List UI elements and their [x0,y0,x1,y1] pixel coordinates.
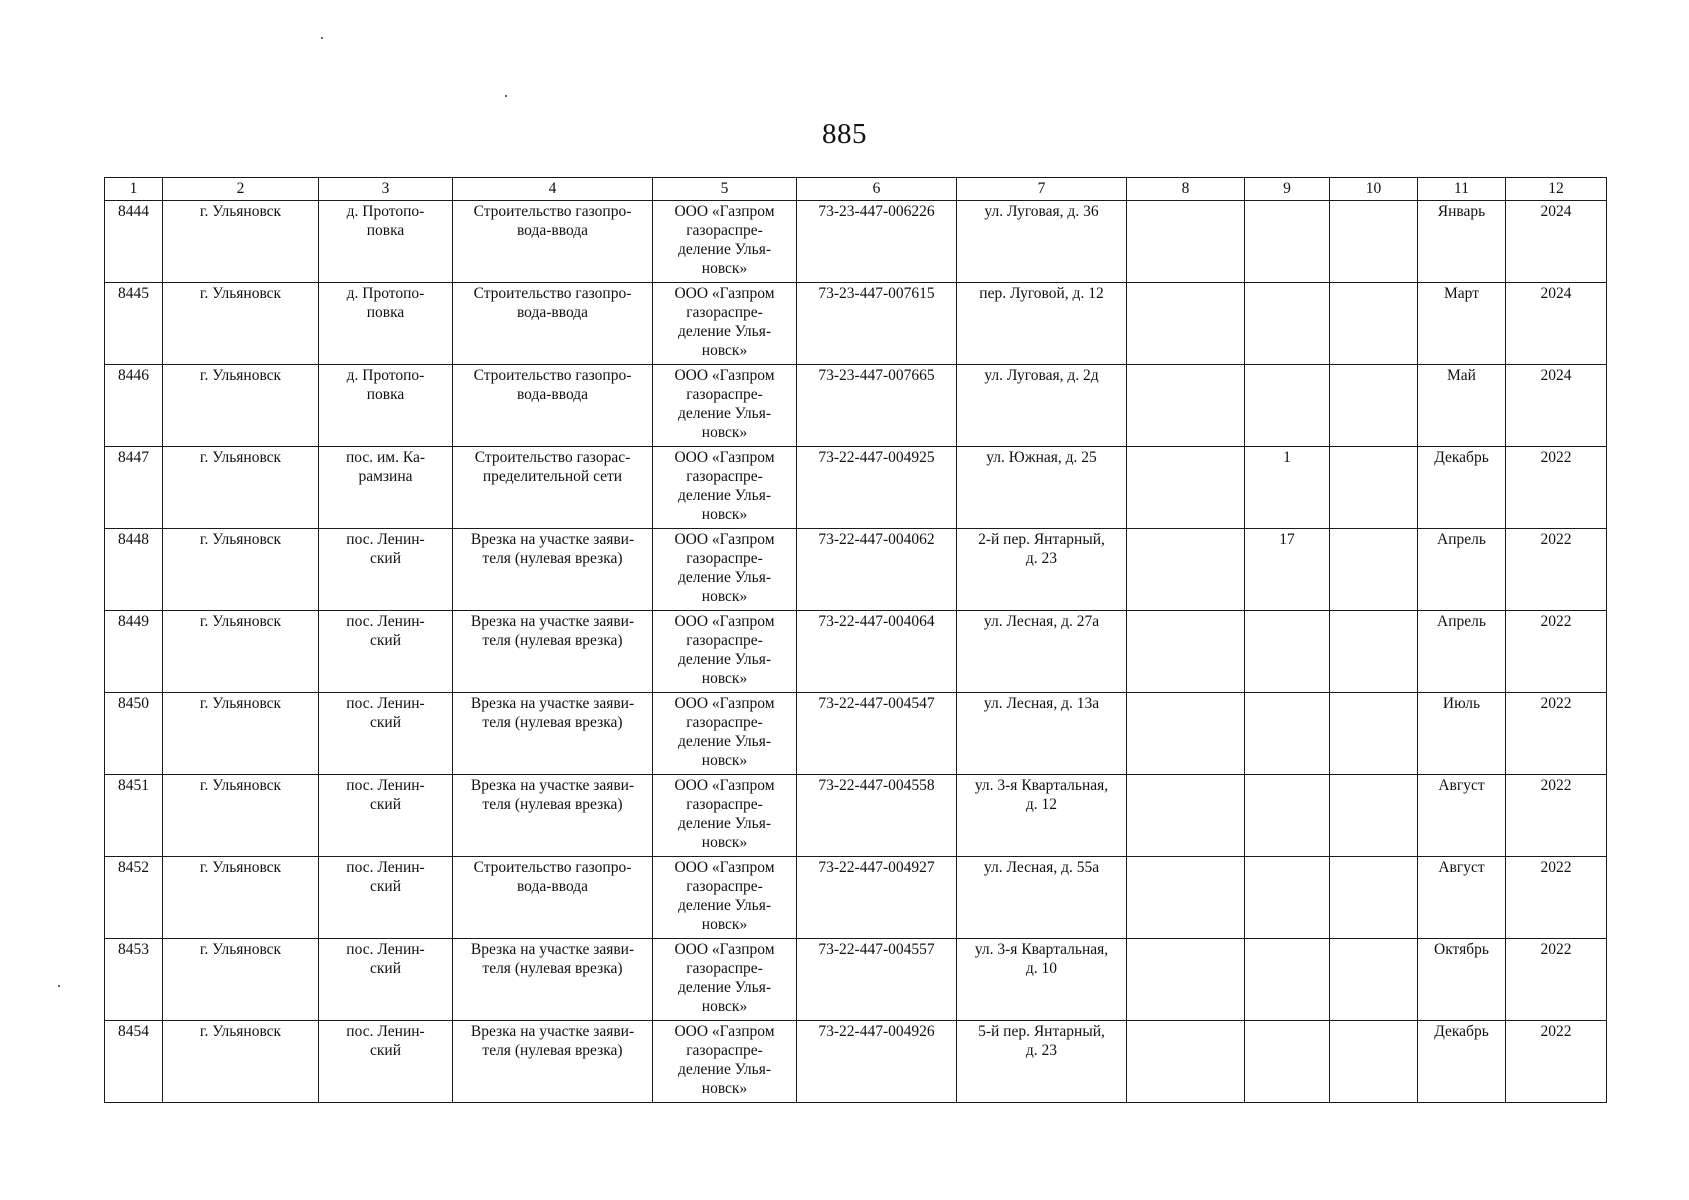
table-row [105,939,1607,1021]
cell-col-number: 8454 [105,1021,163,1103]
cell-col-month: Декабрь [1418,1021,1506,1103]
cell-col-month: Март [1418,283,1506,365]
cell-col-number: 8445 [105,283,163,365]
cell-col-code: 73-22-447-004064 [797,611,957,693]
cell-col-work-type: Строительство газопро- вода-ввода [453,283,653,365]
cell-col-month: Январь [1418,201,1506,283]
cell-col-number: 8444 [105,201,163,283]
cell-col-number: 8446 [105,365,163,447]
table-row [105,611,1607,693]
cell-col-address: пер. Луговой, д. 12 [957,283,1127,365]
column-header-9: 9 [1245,178,1330,201]
column-header-2: 2 [163,178,319,201]
table-row [105,201,1607,283]
cell-col-month: Декабрь [1418,447,1506,529]
cell-col-settlement: пос. Ленин- ский [319,693,453,775]
cell-col-9 [1245,1021,1330,1103]
cell-col-9 [1245,775,1330,857]
cell-col-settlement: пос. Ленин- ский [319,939,453,1021]
cell-col-year: 2022 [1506,611,1607,693]
cell-col-code: 73-23-447-006226 [797,201,957,283]
table-row [105,693,1607,775]
cell-col-address: ул. 3-я Квартальная, д. 12 [957,775,1127,857]
scan-speck [58,985,60,987]
cell-col-code: 73-22-447-004926 [797,1021,957,1103]
cell-col-9 [1245,365,1330,447]
column-header-5: 5 [653,178,797,201]
column-header-11: 11 [1418,178,1506,201]
column-header-3: 3 [319,178,453,201]
cell-col-year: 2022 [1506,1021,1607,1103]
cell-col-city: г. Ульяновск [163,1021,319,1103]
cell-col-8 [1127,857,1245,939]
cell-col-10 [1330,365,1418,447]
cell-col-8 [1127,529,1245,611]
cell-col-city: г. Ульяновск [163,693,319,775]
table-body [105,201,1607,1103]
cell-col-work-type: Врезка на участке заяви- теля (нулевая врезка) [453,775,653,857]
cell-col-organization: ООО «Газпром газораспре- деление Улья- новск» [653,775,797,857]
cell-col-address: ул. Лесная, д. 13а [957,693,1127,775]
column-header-10: 10 [1330,178,1418,201]
cell-col-code: 73-22-447-004925 [797,447,957,529]
cell-col-organization: ООО «Газпром газораспре- деление Улья- новск» [653,1021,797,1103]
table-row [105,283,1607,365]
cell-col-city: г. Ульяновск [163,447,319,529]
cell-col-settlement: пос. Ленин- ский [319,857,453,939]
cell-col-month: Апрель [1418,529,1506,611]
cell-col-month: Апрель [1418,611,1506,693]
cell-col-settlement: пос. Ленин- ский [319,529,453,611]
column-header-1: 1 [105,178,163,201]
cell-col-9 [1245,611,1330,693]
table-row [105,857,1607,939]
cell-col-city: г. Ульяновск [163,857,319,939]
cell-col-number: 8449 [105,611,163,693]
cell-col-year: 2022 [1506,529,1607,611]
cell-col-10 [1330,283,1418,365]
header-row [105,178,1607,201]
cell-col-address: ул. Луговая, д. 36 [957,201,1127,283]
column-header-4: 4 [453,178,653,201]
cell-col-year: 2022 [1506,939,1607,1021]
table-row [105,365,1607,447]
cell-col-year: 2022 [1506,447,1607,529]
cell-col-10 [1330,857,1418,939]
cell-col-city: г. Ульяновск [163,201,319,283]
cell-col-organization: ООО «Газпром газораспре- деление Улья- новск» [653,529,797,611]
cell-col-address: ул. Луговая, д. 2д [957,365,1127,447]
column-header-12: 12 [1506,178,1607,201]
cell-col-9: 17 [1245,529,1330,611]
cell-col-9 [1245,283,1330,365]
cell-col-address: ул. Лесная, д. 27а [957,611,1127,693]
cell-col-work-type: Строительство газопро- вода-ввода [453,365,653,447]
cell-col-8 [1127,939,1245,1021]
cell-col-organization: ООО «Газпром газораспре- деление Улья- новск» [653,365,797,447]
cell-col-8 [1127,447,1245,529]
cell-col-10 [1330,611,1418,693]
scan-speck [321,37,323,39]
cell-col-organization: ООО «Газпром газораспре- деление Улья- новск» [653,611,797,693]
table-row [105,775,1607,857]
table-header [105,178,1607,201]
scan-speck [505,95,507,97]
cell-col-year: 2024 [1506,201,1607,283]
cell-col-organization: ООО «Газпром газораспре- деление Улья- новск» [653,283,797,365]
cell-col-address: 5-й пер. Янтарный, д. 23 [957,1021,1127,1103]
cell-col-9 [1245,939,1330,1021]
table-row [105,529,1607,611]
cell-col-city: г. Ульяновск [163,775,319,857]
column-header-7: 7 [957,178,1127,201]
cell-col-code: 73-22-447-004558 [797,775,957,857]
cell-col-code: 73-22-447-004062 [797,529,957,611]
cell-col-code: 73-22-447-004547 [797,693,957,775]
cell-col-10 [1330,1021,1418,1103]
cell-col-8 [1127,693,1245,775]
cell-col-10 [1330,693,1418,775]
cell-col-address: 2-й пер. Янтарный, д. 23 [957,529,1127,611]
cell-col-city: г. Ульяновск [163,365,319,447]
column-header-8: 8 [1127,178,1245,201]
cell-col-organization: ООО «Газпром газораспре- деление Улья- новск» [653,201,797,283]
cell-col-year: 2024 [1506,365,1607,447]
cell-col-settlement: пос. Ленин- ский [319,1021,453,1103]
cell-col-year: 2022 [1506,693,1607,775]
cell-col-9: 1 [1245,447,1330,529]
cell-col-8 [1127,201,1245,283]
cell-col-organization: ООО «Газпром газораспре- деление Улья- новск» [653,857,797,939]
cell-col-code: 73-22-447-004927 [797,857,957,939]
cell-col-organization: ООО «Газпром газораспре- деление Улья- новск» [653,693,797,775]
cell-col-number: 8452 [105,857,163,939]
cell-col-work-type: Врезка на участке заяви- теля (нулевая врезка) [453,1021,653,1103]
cell-col-9 [1245,201,1330,283]
cell-col-month: Август [1418,857,1506,939]
register-table [104,177,1607,1103]
cell-col-number: 8448 [105,529,163,611]
cell-col-work-type: Строительство газопро- вода-ввода [453,201,653,283]
cell-col-month: Август [1418,775,1506,857]
cell-col-work-type: Строительство газорас- пределительной сети [453,447,653,529]
cell-col-8 [1127,775,1245,857]
cell-col-work-type: Врезка на участке заяви- теля (нулевая врезка) [453,939,653,1021]
cell-col-number: 8453 [105,939,163,1021]
cell-col-10 [1330,529,1418,611]
cell-col-8 [1127,283,1245,365]
cell-col-work-type: Врезка на участке заяви- теля (нулевая врезка) [453,611,653,693]
cell-col-city: г. Ульяновск [163,283,319,365]
cell-col-month: Июль [1418,693,1506,775]
cell-col-work-type: Врезка на участке заяви- теля (нулевая врезка) [453,693,653,775]
cell-col-month: Май [1418,365,1506,447]
cell-col-code: 73-23-447-007665 [797,365,957,447]
cell-col-10 [1330,775,1418,857]
cell-col-10 [1330,201,1418,283]
cell-col-year: 2022 [1506,857,1607,939]
table-row [105,447,1607,529]
cell-col-organization: ООО «Газпром газораспре- деление Улья- новск» [653,939,797,1021]
cell-col-address: ул. Лесная, д. 55а [957,857,1127,939]
cell-col-year: 2024 [1506,283,1607,365]
cell-col-code: 73-23-447-007615 [797,283,957,365]
cell-col-9 [1245,693,1330,775]
cell-col-settlement: пос. Ленин- ский [319,775,453,857]
cell-col-settlement: д. Протопо- повка [319,365,453,447]
cell-col-settlement: пос. Ленин- ский [319,611,453,693]
page-number: 885 [822,118,867,150]
cell-col-year: 2022 [1506,775,1607,857]
cell-col-address: ул. Южная, д. 25 [957,447,1127,529]
cell-col-organization: ООО «Газпром газораспре- деление Улья- новск» [653,447,797,529]
table-row [105,1021,1607,1103]
cell-col-10 [1330,939,1418,1021]
cell-col-work-type: Строительство газопро- вода-ввода [453,857,653,939]
cell-col-8 [1127,1021,1245,1103]
cell-col-10 [1330,447,1418,529]
cell-col-settlement: д. Протопо- повка [319,283,453,365]
cell-col-address: ул. 3-я Квартальная, д. 10 [957,939,1127,1021]
cell-col-code: 73-22-447-004557 [797,939,957,1021]
cell-col-settlement: пос. им. Ка- рамзина [319,447,453,529]
cell-col-number: 8450 [105,693,163,775]
cell-col-settlement: д. Протопо- повка [319,201,453,283]
cell-col-8 [1127,365,1245,447]
cell-col-number: 8447 [105,447,163,529]
cell-col-8 [1127,611,1245,693]
cell-col-month: Октябрь [1418,939,1506,1021]
cell-col-city: г. Ульяновск [163,611,319,693]
cell-col-number: 8451 [105,775,163,857]
cell-col-work-type: Врезка на участке заяви- теля (нулевая врезка) [453,529,653,611]
cell-col-city: г. Ульяновск [163,529,319,611]
column-header-6: 6 [797,178,957,201]
cell-col-9 [1245,857,1330,939]
cell-col-city: г. Ульяновск [163,939,319,1021]
